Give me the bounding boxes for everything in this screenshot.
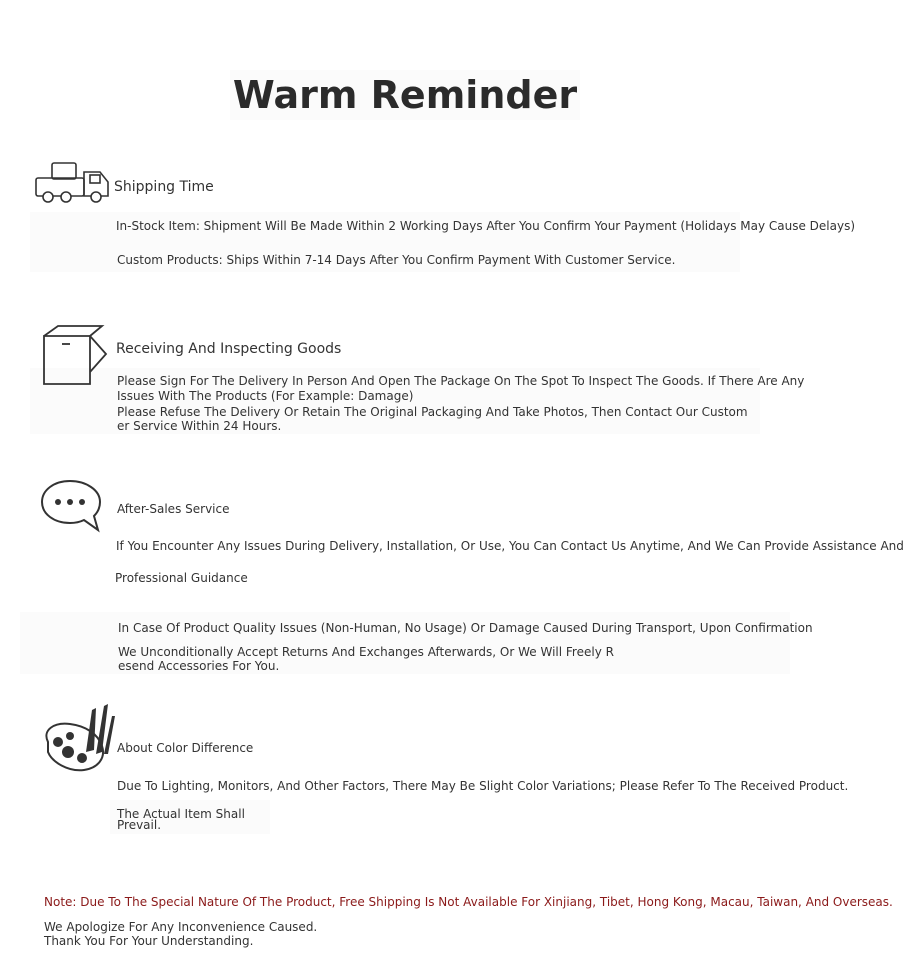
palette-icon [40, 702, 116, 772]
after-sales-line-2: Professional Guidance [115, 571, 248, 585]
color-line-3: Prevail. [117, 818, 162, 832]
after-sales-line-4: We Unconditionally Accept Returns And Exchanges Afterwards, Or We Will Freely R [118, 645, 614, 659]
note-line-1: We Apologize For Any Inconvenience Caused. [44, 920, 318, 934]
receiving-line-2: Issues With The Products (For Example: Damage) [117, 389, 414, 403]
receiving-line-3: Please Refuse The Delivery Or Retain The Original Packaging And Take Photos, Then Contact Our Custom [117, 405, 748, 419]
color-line-2: The Actual Item Shall [117, 807, 245, 821]
after-sales-line-5: esend Accessories For You. [118, 659, 280, 673]
shipping-heading: Shipping Time [114, 179, 214, 195]
after-sales-heading: After-Sales Service [117, 502, 230, 516]
after-sales-line-1: If You Encounter Any Issues During Delivery, Installation, Or Use, You Can Contact Us Anytime, And We Can Provide Assistance And [116, 539, 904, 553]
receiving-line-4: er Service Within 24 Hours. [117, 419, 282, 433]
chat-bubble-icon [40, 478, 104, 534]
shipping-line-2: Custom Products: Ships Within 7-14 Days After You Confirm Payment With Customer Service. [117, 253, 676, 267]
after-sales-line-3: In Case Of Product Quality Issues (Non-Human, No Usage) Or Damage Caused During Transport, Upon Confirmation [118, 621, 813, 635]
receiving-heading: Receiving And Inspecting Goods [116, 341, 342, 357]
page-title: Warm Reminder [232, 73, 578, 117]
box-icon [40, 324, 110, 388]
color-heading: About Color Difference [117, 741, 254, 755]
note-red: Note: Due To The Special Nature Of The Product, Free Shipping Is Not Available For Xinjiang, Tibet, Hong Kong, Macau, Taiwan, And Overseas. [44, 895, 893, 909]
color-line-1: Due To Lighting, Monitors, And Other Factors, There May Be Slight Color Variations; Please Refer To The Received Product. [117, 779, 849, 793]
truck-icon [34, 160, 114, 206]
receiving-line-1: Please Sign For The Delivery In Person And Open The Package On The Spot To Inspect The Goods. If There Are Any [117, 374, 805, 388]
note-line-2: Thank You For Your Understanding. [44, 934, 254, 948]
shipping-line-1: In-Stock Item: Shipment Will Be Made Within 2 Working Days After You Confirm Your Payment (Holidays May Cause Delays) [116, 219, 856, 233]
